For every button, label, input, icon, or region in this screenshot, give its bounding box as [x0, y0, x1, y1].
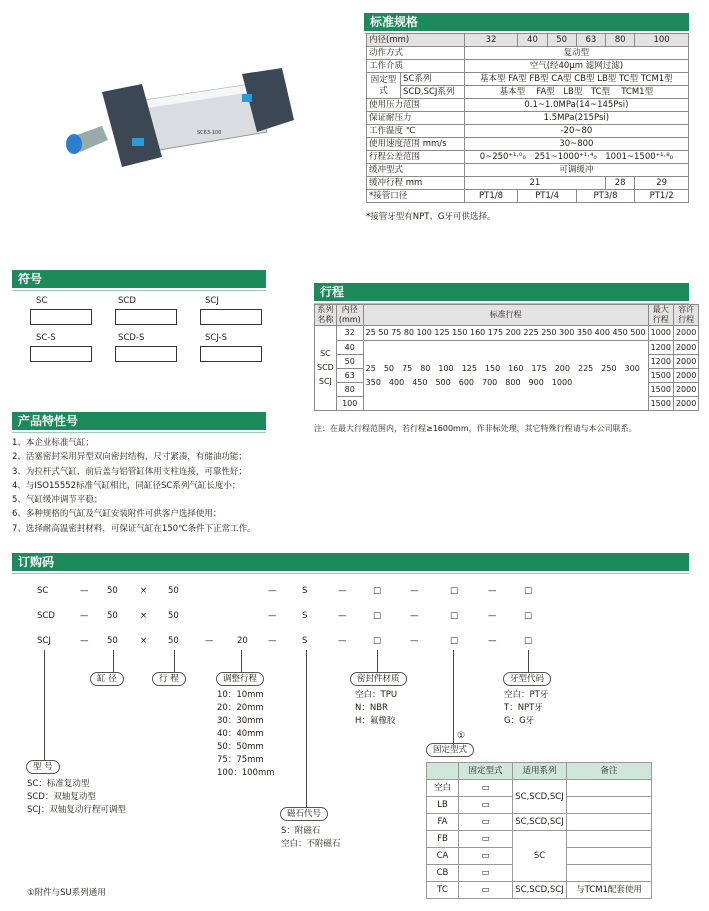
stroke-table: 系列名称 内径(mm) 标准行程 最大行程 容许行程 SC SCD SCJ 32 25 50 75 80 100 125 150 160 175 200 225 250 300 350 400 450 500 1000 2000 40 25 50 75 80 100 125 150 160 175 200 225 250 300 350 400 450 500 600 700 800 900 1000 1200 2000 50 1200 2000 63 1500 2000 80 1500 2000 100 1500 2000 — [314, 304, 699, 411]
order-header: 订购码 — [12, 553, 689, 571]
mount-label: 固定型式 — [426, 743, 474, 757]
symbol-label-scd-s: SCD-S — [118, 333, 145, 343]
symbol-scj-s — [200, 346, 262, 362]
cylinder-product-image — [62, 62, 297, 180]
product-label: SC63-100 — [197, 130, 222, 136]
features-list: 1、本企业标准气缸； 2、活塞密封采用异型双向密封结构，尺寸紧凑，有储油功能； 3、为拉杆式气缸，前后盖与铝管缸体用支柱连接，可靠性好； 4、与ISO15552标准气缸相比，同缸径SC系列气缸长度小； 5、气缸缓冲调节平稳； 6、多种规格的气缸及气缸安装附件可供客户选择使用； 7、选择耐高温密封材料，可保证气缸在150℃条件下正常工作。 — [12, 438, 256, 534]
mount-circ: ① — [457, 731, 466, 741]
seal-label: 密封件材质 — [350, 672, 407, 686]
symbol-sc-s — [30, 346, 92, 362]
stroke-label: 行 程 — [152, 672, 186, 686]
adj-stroke-label: 调整行程 — [216, 672, 264, 686]
symbol-label-scd: SCD — [118, 296, 136, 306]
bore-label: 缸 径 — [90, 672, 124, 686]
thread-list: 空白：PT牙 T：NPT牙 G：G牙 — [504, 690, 549, 726]
type-label: 型 号 — [26, 760, 60, 774]
symbol-scj — [200, 309, 262, 325]
symbol-label-sc: SC — [36, 296, 48, 306]
symbol-label-sc-s: SC-S — [36, 333, 56, 343]
magnet-label: 磁石代号 — [280, 807, 328, 821]
spec-note: *接管牙型有NPT、G牙可供选择。 — [366, 212, 496, 222]
type-list: SC：标准复动型 SCD：双轴复动型 SCJ：双轴复动行程可调型 — [27, 779, 126, 815]
adj-stroke-list: 10：10mm 20：20mm 30：30mm 40：40mm 50：50mm 75：75mm 100：100mm — [217, 690, 275, 778]
symbols-header: 符号 — [12, 270, 266, 288]
stroke-header: 行程 — [314, 283, 689, 301]
magnet-list: S：附磁石 空白：不附磁石 — [281, 826, 341, 849]
symbol-label-scj-s: SCJ-S — [205, 333, 227, 343]
symbol-scd — [115, 309, 177, 325]
spec-table: 内径(mm) 32 40 50 63 80 100 动作方式 复动型 工作介质 空气(经40μm 滤网过滤) 固定型式 SC系列 基本型 FA型 FB型 CA型 CB型 LB型 TC型 TCM1型 SCD,SCJ系列 基本型 FA型 LB型 TC型 TCM1型 使用压力范围 0.1~1.0MPa(14~145Psi) 保证耐压力 1.5MPa(215Psi) 工作温度 ℃ -20~80 使用速度范围 mm/s 30~800 行程公差范围 0~250⁺¹·⁰₀ 251~1000⁺¹·⁴₀ 1001~1500⁺¹·⁸₀ 缓冲型式 可调缓冲 缓冲行程 mm 21 28 29 *接管口径 PT1/8 PT1/4 PT3/8 PT1/2 — [366, 33, 689, 203]
symbol-label-scj: SCJ — [205, 296, 219, 306]
symbol-scd-s — [115, 346, 177, 362]
footnote: ①附件与SU系列通用 — [27, 888, 106, 898]
seal-list: 空白：TPU N：NBR H：氟橡胶 — [355, 690, 398, 726]
stroke-note: 注：在最大行程范围内，若行程≥1600mm，作非标处理，其它特殊行程请与本公司联系。 — [314, 424, 637, 433]
thread-label: 牙型代码 — [503, 672, 551, 686]
symbol-sc — [30, 309, 92, 325]
mount-table: 固定型式 适用系列 备注 空白 ▭ SC,SCD,SCJ LB ▭ FA ▭ SC,SCD,SCJ FB ▭ SC CA ▭ CB ▭ TC ▭ SC,SCD,SCJ 与TCM1配套使用 — [426, 762, 652, 899]
spec-header: 标准规格 — [364, 13, 689, 31]
features-header: 产品特性号 — [12, 412, 266, 430]
